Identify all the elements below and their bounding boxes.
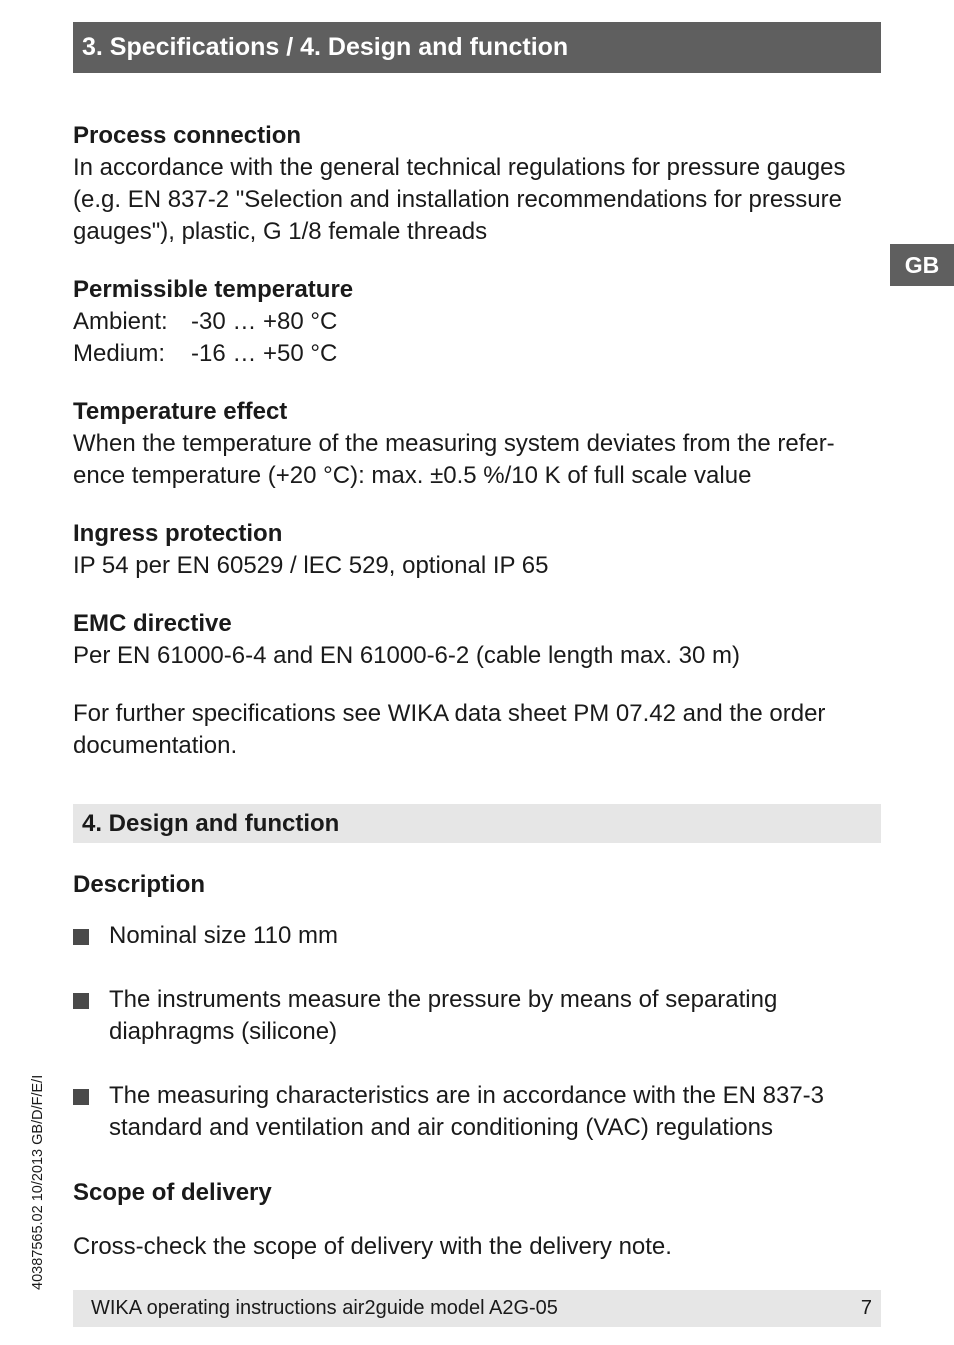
list-item — [73, 920, 881, 952]
document-code: 40387565.02 10/2013 GB/D/F/E/I — [30, 1074, 46, 1290]
bullet-square-icon — [73, 929, 89, 945]
list-item-text: The measuring characteristics are in accordance with the EN 837-3 standard and ventilation and air conditioning (VAC) regulations — [109, 1082, 825, 1141]
list-item — [73, 984, 881, 1048]
row-value: -30 … +80 °C — [191, 308, 338, 335]
spec-title: Permissible temperature — [73, 276, 354, 303]
temperature-row-ambient — [73, 306, 881, 338]
list-item — [73, 1080, 881, 1144]
spec-text: Per EN 61000-6-4 and EN 61000-6-2 (cable length max. 30 m) — [73, 642, 741, 669]
scope-of-delivery-title: Scope of delivery — [73, 1179, 272, 1206]
language-tab[interactable]: GB — [890, 244, 954, 286]
description-list — [73, 920, 881, 1176]
page-number: 7 — [860, 1297, 872, 1319]
row-label: Medium: — [73, 340, 166, 367]
footer-text: WIKA operating instructions air2guide model A2G-05 — [91, 1297, 558, 1319]
spec-title: EMC directive — [73, 610, 232, 637]
spec-permissible-temperature — [73, 274, 881, 370]
spec-process-connection — [73, 120, 881, 248]
specifications-content — [73, 120, 881, 762]
spec-title: Process connection — [73, 122, 302, 149]
section-heading-design-function — [73, 804, 881, 843]
section-title: 4. Design and function — [82, 810, 340, 837]
header-title: 3. Specifications / 4. Design and function — [82, 33, 569, 61]
bullet-square-icon — [73, 1089, 89, 1105]
page-header — [73, 22, 881, 73]
spec-text: When the temperature of the measuring system deviates from the refer-ence temperature (+20 °C): max. ±0.5 %/10 K of full scale value — [73, 430, 835, 489]
spec-title: Temperature effect — [73, 398, 288, 425]
row-value: -16 … +50 °C — [191, 340, 338, 367]
spec-emc-directive — [73, 608, 881, 672]
list-item-text: The instruments measure the pressure by means of separating diaphragms (silicone) — [109, 986, 778, 1045]
description-title: Description — [73, 871, 206, 898]
bullet-square-icon — [73, 993, 89, 1009]
row-label: Ambient: — [73, 308, 168, 335]
further-specifications-note: For further specifications see WIKA data sheet PM 07.42 and the order documentation. — [73, 700, 826, 759]
spec-ingress-protection — [73, 518, 881, 582]
temperature-row-medium — [73, 338, 881, 370]
page-footer — [73, 1290, 881, 1327]
list-item-text: Nominal size 110 mm — [109, 922, 338, 949]
scope-of-delivery-text: Cross-check the scope of delivery with the delivery note. — [73, 1233, 672, 1260]
spec-text: In accordance with the general technical regulations for pressure gauges (e.g. EN 837-2 "Selection and installation recommendations for pressure gauges"), plastic, G 1/8 female threads — [73, 154, 846, 245]
spec-text: IP 54 per EN 60529 / lEC 529, optional IP 65 — [73, 552, 549, 579]
spec-temperature-effect — [73, 396, 881, 492]
spec-title: Ingress protection — [73, 520, 283, 547]
